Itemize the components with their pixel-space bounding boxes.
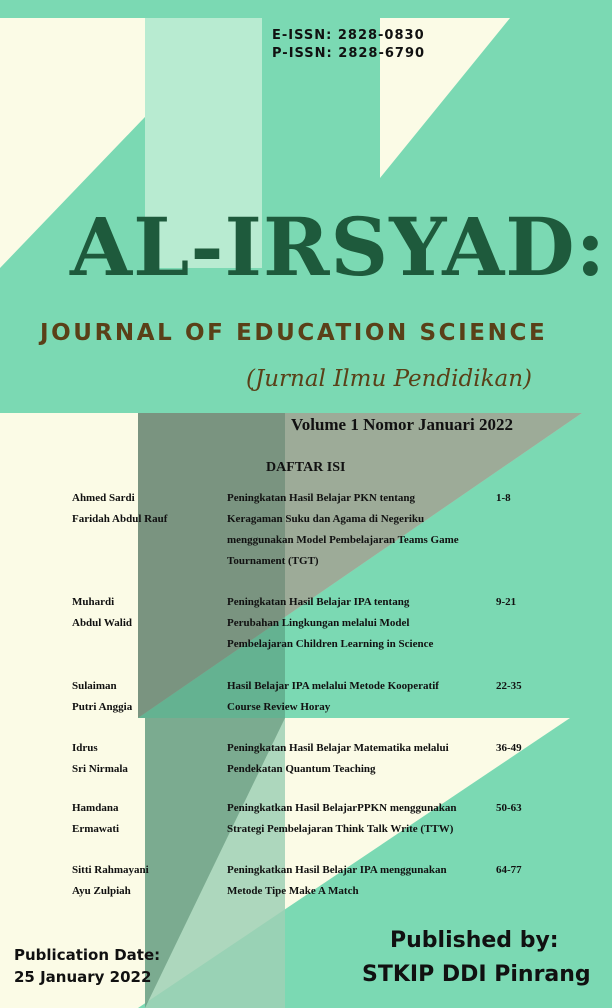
toc-entry-pages: 50-63 xyxy=(496,802,522,814)
toc-heading: DAFTAR ISI xyxy=(266,460,346,475)
journal-title: AL-IRSYAD: xyxy=(70,200,607,294)
toc-entry-title: Peningkatan Hasil Belajar PKN tentang Keragaman Suku dan Agama di Negeriku menggunakan Model Pembelajaran Teams Game Tournament (TGT) xyxy=(227,492,459,567)
published-by-label: Published by: xyxy=(390,928,559,953)
publication-date: Publication Date: 25 January 2022 xyxy=(14,946,161,986)
toc-entry-pages: 9-21 xyxy=(496,596,517,608)
journal-local-name: (Jurnal Ilmu Pendidikan) xyxy=(246,366,533,392)
toc-entry-title: Peningkatan Hasil Belajar IPA tentang Perubahan Lingkungan melalui Model Pembelajaran Children Learning in Science xyxy=(227,596,434,650)
toc-entry-authors: Muhardi Abdul Walid xyxy=(72,596,133,629)
toc-entry-pages: 22-35 xyxy=(496,680,522,692)
toc-entry-title: Hasil Belajar IPA melalui Metode Kooperatif Course Review Horay xyxy=(227,680,439,713)
publisher-name: STKIP DDI Pinrang xyxy=(362,962,591,987)
toc-entry-authors: Ahmed Sardi Faridah Abdul Rauf xyxy=(72,492,168,525)
toc-entry-authors: Hamdana Ermawati xyxy=(72,802,120,835)
toc-entry-title: Peningkatan Hasil Belajar Matematika melalui Pendekatan Quantum Teaching xyxy=(227,742,449,775)
cream-band-left xyxy=(0,413,138,718)
toc-entry-authors: Sitti Rahmayani Ayu Zulpiah xyxy=(72,864,149,897)
toc-entry-authors: Idrus Sri Nirmala xyxy=(72,742,128,775)
p-issn: P-ISSN: 2828-6790 xyxy=(272,46,426,61)
toc-entry-pages: 1-8 xyxy=(496,492,511,504)
toc-entry-pages: 36-49 xyxy=(496,742,522,754)
toc-entry-title: Peningkatkan Hasil Belajar IPA menggunakan Metode Tipe Make A Match xyxy=(227,864,447,897)
volume-label: Volume 1 Nomor Januari 2022 xyxy=(291,415,513,434)
toc-entry-pages: 64-77 xyxy=(496,864,522,876)
journal-subtitle: JOURNAL OF EDUCATION SCIENCE xyxy=(40,320,548,346)
toc-entry-authors: Sulaiman Putri Anggia xyxy=(72,680,133,713)
toc-entry-title: Peningkatkan Hasil BelajarPPKN menggunakan Strategi Pembelajaran Think Talk Write (TTW) xyxy=(227,802,457,835)
e-issn: E-ISSN: 2828-0830 xyxy=(272,28,425,43)
